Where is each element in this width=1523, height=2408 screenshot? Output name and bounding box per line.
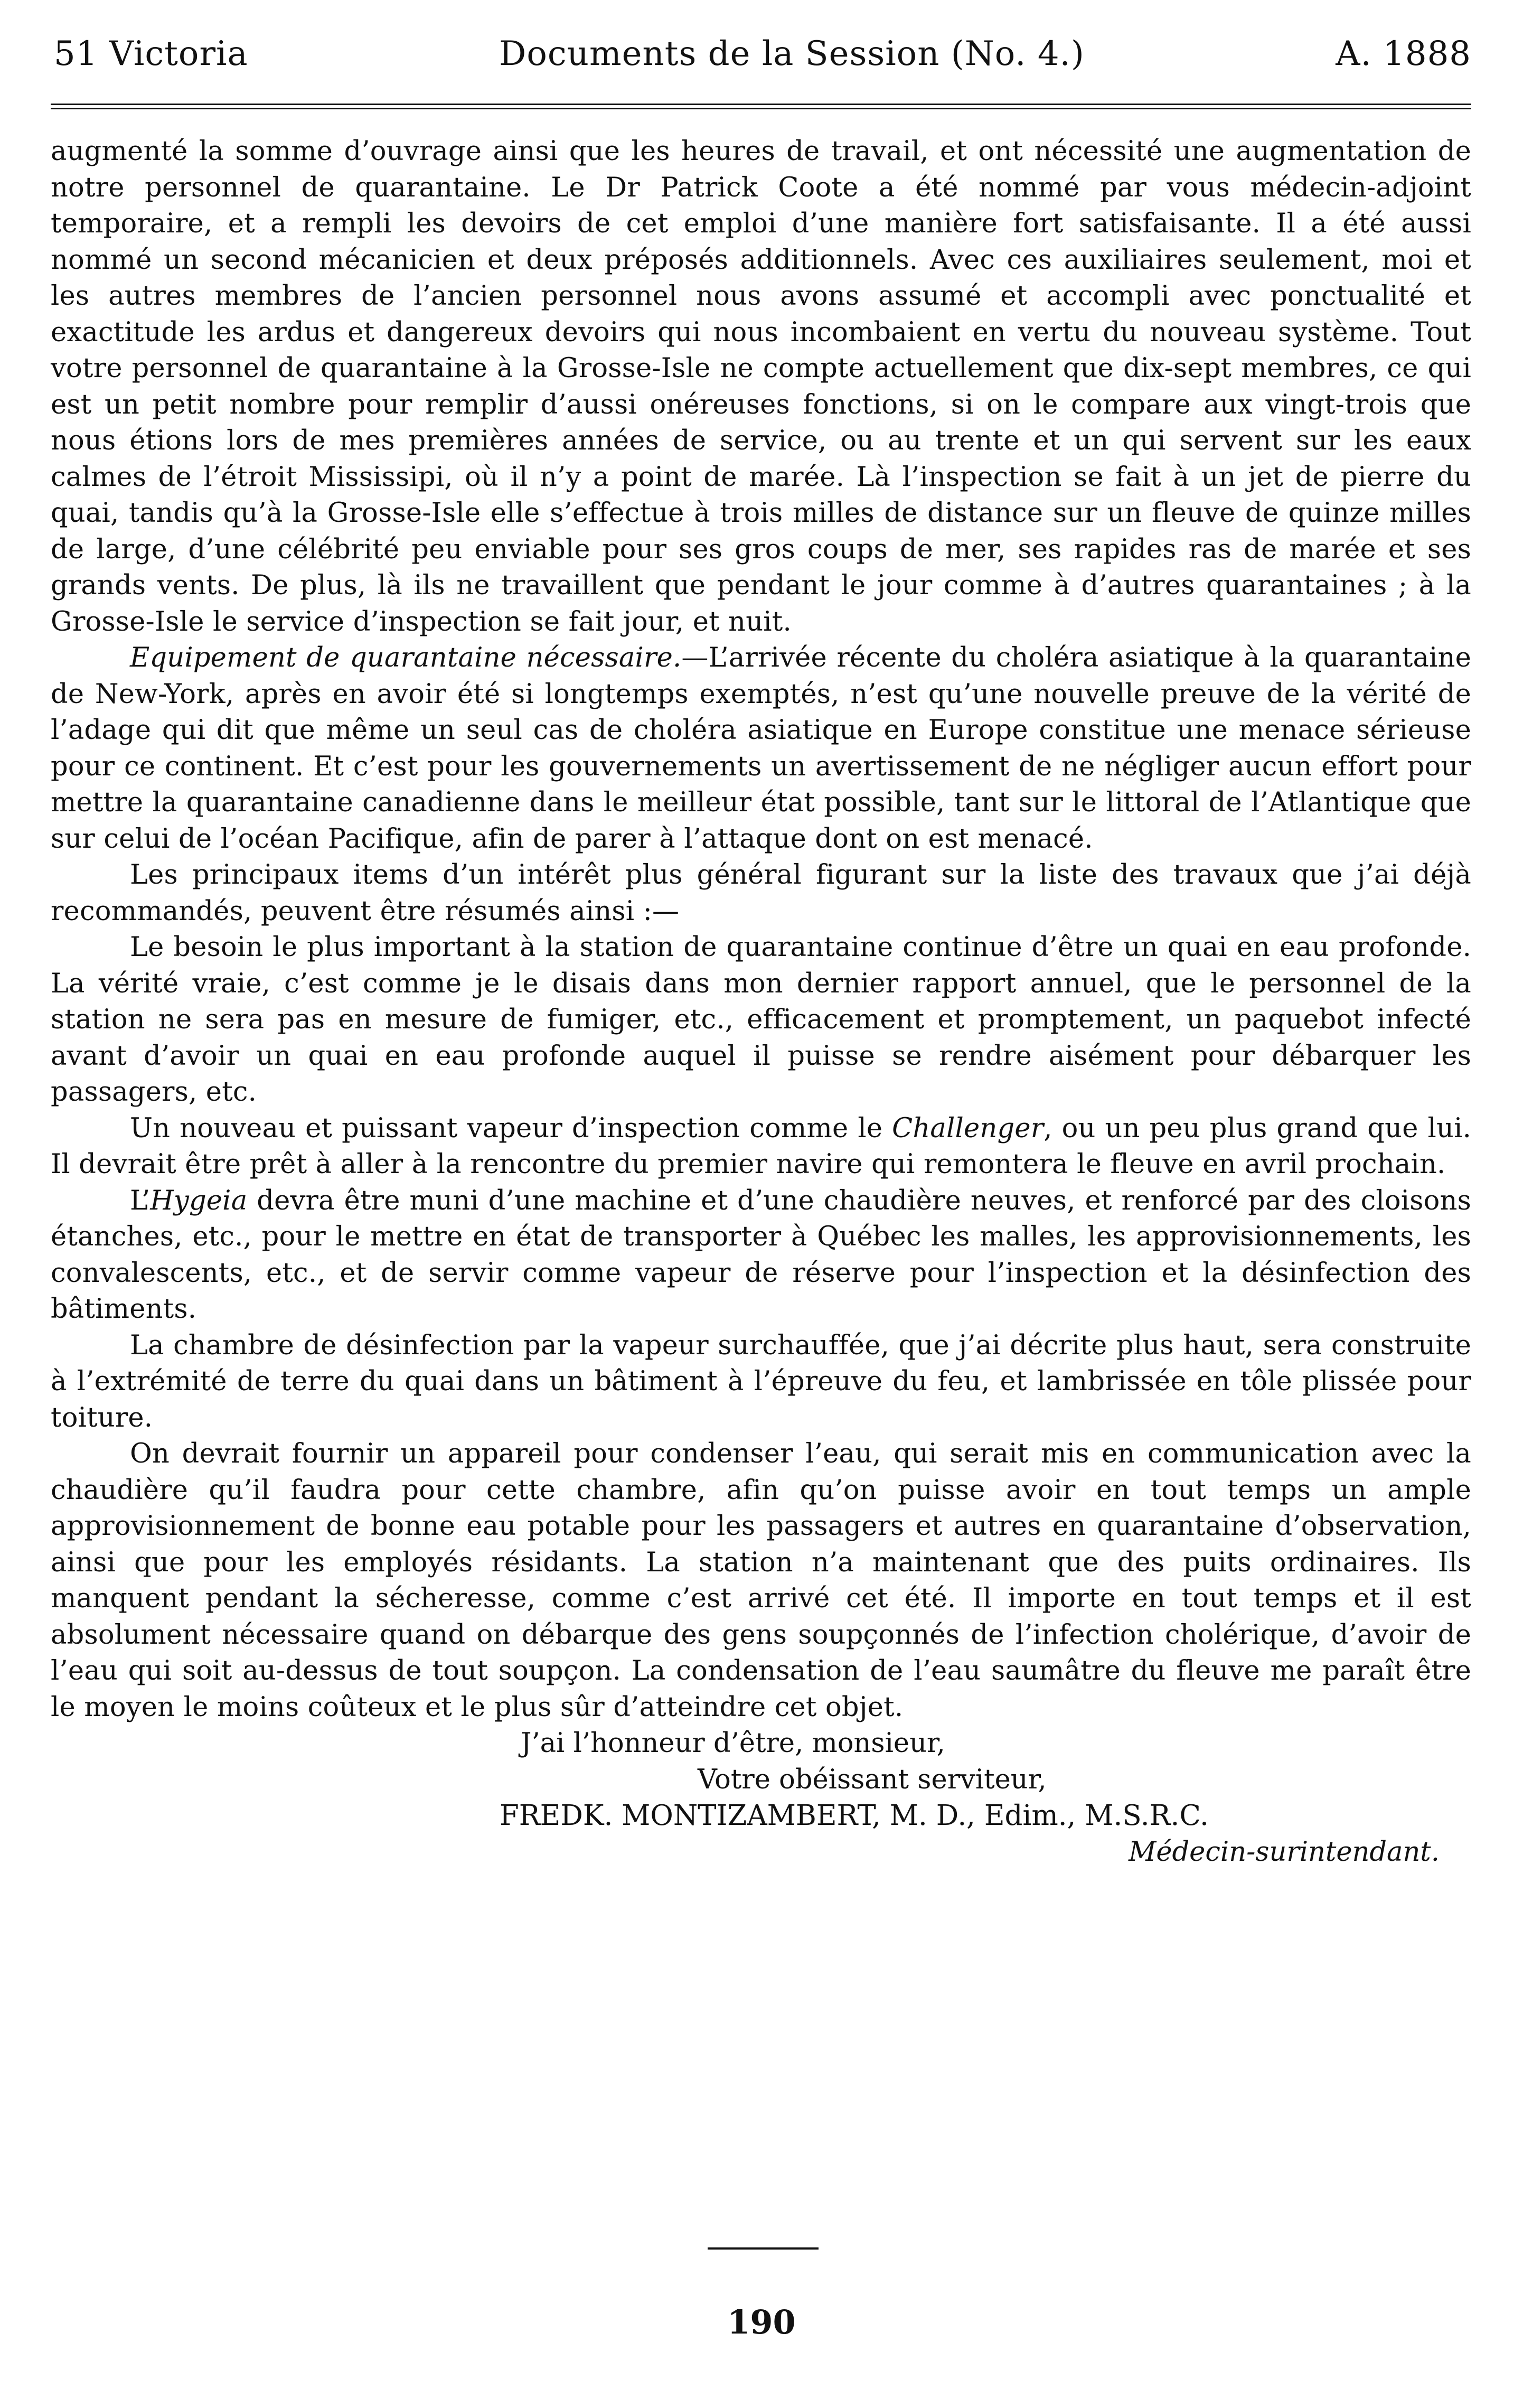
paragraph-equipment-text: —L’arrivée récente du choléra asiatique à la quarantaine de New-York, après en avoir été si longtemps exemptés, n’est qu’une nouvelle preuve de la vérité de l’adage qui dit que même un seul cas de choléra asiatique en Europe constitue une menace sérieuse pour ce continent. Et c’est pour les gouvernements un avertissement de ne négliger aucun effort pour mettre la quarantaine canadienne dans le meilleur état possible, tant sur le littoral de l’Atlantique que sur celui de l’océan Pacifique, afin de parer à l’attaque dont on est menacé. <box>51 642 1471 855</box>
paragraph-steamer-lead: Un nouveau et puissant vapeur d’inspection comme le <box>130 1112 892 1144</box>
paragraph-water-condenser: On devrait fournir un appareil pour condenser l’eau, qui serait mis en communication avec la chaudière qu’il faudra pour cette chambre, afin qu’on puisse avoir en tout temps un ample approvisionnement de bonne eau potable pour les passagers et autres en quarantaine d’observation, ainsi que pour les employés résidants. La station n’a maintenant que des puits ordinaires. Ils manquent pendant la sécheresse, comme c’est arrivé cet été. Il importe en tout temps et il est absolument nécessaire quand on débarque des gens soupçonnés de l’infection cholérique, d’avoir de l’eau qui soit au-dessus de tout soupçon. La condensation de l’eau saumâtre du fleuve me paraît être le moyen le moins coûteux et le plus sûr d’atteindre cet objet. <box>51 1438 1471 1723</box>
header-rule-top <box>51 104 1471 105</box>
running-header <box>51 34 1471 73</box>
document-page <box>51 34 1471 1870</box>
section-heading: Equipement de quarantaine nécessaire. <box>130 642 682 673</box>
paragraph-disinfection-chamber: La chambre de désinfection par la vapeur surchauffée, que j’ai décrite plus haut, sera construite à l’extrémité de terre du quai dans un bâtiment à l’épreuve du feu, et lambrissée en tôle plissée pour toiture. <box>51 1329 1471 1433</box>
paragraph-wharf: Le besoin le plus important à la station de quarantaine continue d’être un quai en eau profonde. La vérité vraie, c’est comme je le disais dans mon dernier rapport annuel, que le personnel de la station ne sera pas en mesure de fumiger, etc., efficacement et promptement, un paquebot infecté avant d’avoir un quai en eau profonde auquel il puisse se rendre aisément pour débarquer les passagers, etc. <box>51 932 1471 1108</box>
paragraph-steamer <box>51 1111 1471 1183</box>
paragraph-equipment <box>51 640 1471 857</box>
paragraph-hygeia-lead: L’ <box>130 1185 151 1216</box>
signature-title: Médecin-surintendant. <box>1129 1836 1440 1868</box>
letter-closing <box>51 1726 1471 1870</box>
header-regnal-year: 51 Victoria <box>54 34 248 73</box>
ship-name-challenger: Challenger <box>892 1112 1044 1144</box>
paragraph-personnel: augmenté la somme d’ouvrage ainsi que les heures de travail, et ont nécessité une augmentation de notre personnel de quarantaine. Le Dr Patrick Coote a été nommé par vous médecin-adjoint temporaire, et a rempli les devoirs de cet emploi d’une manière fort satisfaisante. Il a été aussi nommé un second mécanicien et deux préposés additionnels. Avec ces auxiliaires seulement, moi et les autres membres de l’ancien personnel nous avons assumé et accompli avec ponctualité et exactitude les ardus et dangereux devoirs qui nous incombaient en vertu du nouveau système. Tout votre personnel de quarantaine à la Grosse-Isle ne compte actuellement que dix-sept membres, ce qui est un petit nombre pour remplir d’aussi onéreuses fonctions, si on le compare aux vingt-trois que nous étions lors de mes premières années de service, ou au trente et un qui servent sur les eaux calmes de l’étroit Mississipi, où il n’y a point de marée. Là l’inspection se fait à un jet de pierre du quai, tandis qu’à la Grosse-Isle elle s’effectue à trois milles de distance sur un fleuve de quinze milles de large, d’une célébrité peu enviable pour ses gros coups de mer, ses rapides ras de marée et ses grands vents. De plus, là ils ne travaillent que pendant le jour comme à d’autres quarantaines ; à la Grosse-Isle le service d’inspection se fait jour, et nuit. <box>51 136 1471 638</box>
paragraph-hygeia-rest: devra être muni d’une machine et d’une chaudière neuves, et renforcé par des cloisons étanches, etc., pour le mettre en état de transporter à Québec les malles, les approvisionnements, les convalescents, etc., et de servir comme vapeur de réserve pour l’inspection et la désinfection des bâtiments. <box>51 1185 1471 1325</box>
paragraph-hygeia <box>51 1183 1471 1328</box>
signature-name: FREDK. MONTIZAMBERT, M. D., Edim., M.S.R.C. <box>500 1800 1209 1832</box>
paragraph-steamer-rest: , ou un peu plus grand que lui. Il devrait être prêt à aller à la rencontre du premier navire qui remontera le fleuve en avril prochain. <box>51 1112 1471 1180</box>
ship-name-hygeia: Hygeia <box>150 1185 248 1216</box>
header-title: Documents de la Session (No. 4.) <box>499 34 1085 73</box>
closing-salutation: J’ai l’honneur d’être, monsieur, <box>521 1728 945 1759</box>
closing-servant: Votre obéissant serviteur, <box>698 1764 1047 1795</box>
header-year: A. 1888 <box>1336 34 1471 73</box>
paragraph-items-intro: Les principaux items d’un intérêt plus général figurant sur la liste des travaux que j’ai déjà recommandés, peuvent être résumés ainsi :— <box>51 859 1471 927</box>
header-rule-bottom <box>51 108 1471 109</box>
footer-rule <box>708 2247 819 2250</box>
report-body <box>51 134 1471 1726</box>
page-number: 190 <box>727 2303 796 2341</box>
